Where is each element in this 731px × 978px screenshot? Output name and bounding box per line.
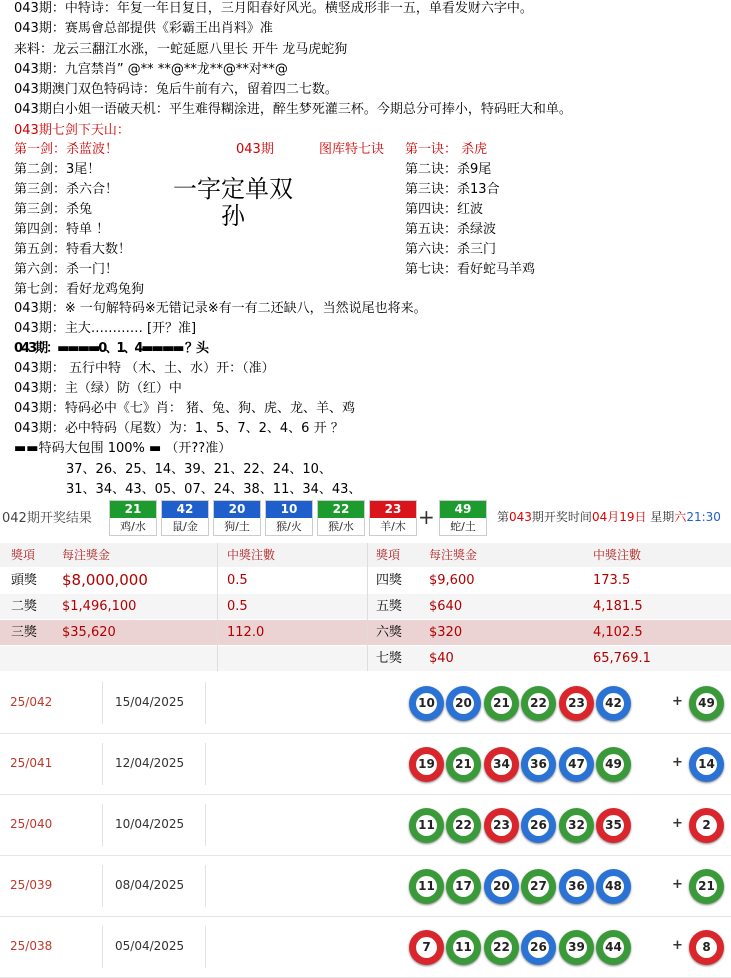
prize-count: 173.5 bbox=[593, 573, 631, 588]
result-ball bbox=[317, 500, 365, 536]
ball-number: 2 bbox=[696, 815, 717, 836]
seven-swords-title: 043期七剑下天山： bbox=[14, 123, 130, 138]
history-issue: 25/040 bbox=[10, 817, 53, 831]
header-amount: 每注獎金 bbox=[429, 548, 478, 562]
history-row bbox=[0, 794, 731, 856]
prize-header-row bbox=[0, 543, 731, 567]
lottery-ball bbox=[446, 808, 481, 843]
lottery-ball bbox=[521, 869, 556, 904]
column-divider bbox=[217, 543, 218, 671]
ball-number: 21 bbox=[491, 693, 512, 714]
history-date: 08/04/2025 bbox=[115, 878, 185, 892]
prize-count: 4,181.5 bbox=[593, 599, 643, 614]
result-ball bbox=[161, 500, 209, 536]
lottery-ball bbox=[409, 747, 444, 782]
jue-item: 第四诀：红波 bbox=[405, 202, 484, 217]
sword-item: 第三剑：杀兔 bbox=[14, 202, 93, 217]
ball-number: 49 bbox=[696, 693, 717, 714]
result-ball bbox=[213, 500, 261, 536]
lottery-ball bbox=[409, 869, 444, 904]
number-list: 37、26、25、14、39、21、22、24、10、 bbox=[66, 462, 332, 477]
plus-sign: + bbox=[672, 816, 683, 831]
header-count: 中獎注數 bbox=[593, 548, 642, 562]
plus-sign: + bbox=[672, 755, 683, 770]
plus-sign: + bbox=[672, 694, 683, 709]
seven-jue-title: 图库特七诀 bbox=[319, 142, 385, 157]
lottery-ball bbox=[559, 686, 594, 721]
plus-sign: + bbox=[672, 938, 683, 953]
special-ball bbox=[439, 500, 487, 536]
ball-number: 22 bbox=[528, 693, 549, 714]
highlight-line: 孙 bbox=[221, 202, 245, 230]
draw-result-label: 042期开奖结果 bbox=[2, 511, 92, 526]
prize-name: 頭獎 bbox=[11, 573, 38, 588]
row-divider bbox=[205, 804, 206, 846]
special-lottery-ball bbox=[689, 869, 724, 904]
prize-amount: $320 bbox=[429, 625, 463, 640]
ball-number: 22 bbox=[491, 937, 512, 958]
special-lottery-ball bbox=[689, 930, 724, 965]
ball-number: 49 bbox=[603, 754, 624, 775]
ball-zodiac: 蛇/土 bbox=[450, 520, 476, 533]
poem-line: 043期：中特诗：年复一年日复日，三月阳春好风光。横竖成形非一五，单看发财六字中。 bbox=[14, 1, 533, 16]
next-time: 21:30 bbox=[686, 510, 721, 524]
prize-row bbox=[0, 568, 731, 593]
ball-number: 22 bbox=[318, 501, 364, 518]
prize-count: 112.0 bbox=[227, 625, 265, 640]
lottery-ball bbox=[559, 869, 594, 904]
header-item: 獎項 bbox=[376, 548, 401, 562]
poem-line: 043期：赛馬會总部提供《彩霸王出肖料》准 bbox=[14, 21, 273, 36]
ball-number: 23 bbox=[491, 815, 512, 836]
row-divider bbox=[205, 743, 206, 785]
ball-number: 20 bbox=[214, 501, 260, 518]
prize-row bbox=[0, 594, 731, 619]
history-date: 05/04/2025 bbox=[115, 939, 185, 953]
lottery-ball bbox=[446, 747, 481, 782]
jue-item: 第七诀：看好蛇马羊鸡 bbox=[405, 262, 536, 277]
ball-number: 23 bbox=[370, 501, 416, 518]
poem-line: 来料：龙云三翻江水涨，一蛇延愿八里长 开牛 龙马虎蛇狗 bbox=[14, 42, 348, 57]
sword-item: 第三剑：杀六合！ bbox=[14, 182, 119, 197]
history-results bbox=[0, 672, 731, 977]
prize-table bbox=[0, 543, 731, 671]
next-draw-text: 第 bbox=[497, 510, 510, 524]
jue-item: 第三诀：杀13合 bbox=[405, 182, 500, 197]
ball-number: 21 bbox=[696, 876, 717, 897]
ball-zodiac: 猴/水 bbox=[328, 520, 354, 533]
sword-first: 第一剑：杀蓝波！ bbox=[14, 142, 119, 157]
lottery-ball bbox=[559, 747, 594, 782]
lottery-ball bbox=[596, 686, 631, 721]
ball-number: 10 bbox=[416, 693, 437, 714]
ball-number: 14 bbox=[696, 754, 717, 775]
row-divider bbox=[102, 865, 103, 907]
ball-number: 32 bbox=[566, 815, 587, 836]
prize-count: 65,769.1 bbox=[593, 651, 651, 666]
ball-number: 36 bbox=[528, 754, 549, 775]
special-lottery-ball bbox=[689, 808, 724, 843]
prize-name: 六獎 bbox=[376, 625, 403, 640]
prediction-line: 043期：主（绿）防（红）中 bbox=[14, 381, 182, 396]
lottery-ball bbox=[409, 930, 444, 965]
prediction-line: 043期：主大………… [开？准] bbox=[14, 321, 197, 336]
prediction-line: 043期：▬▬▬▬0、1、4▬▬▬▬ ？头 bbox=[14, 341, 208, 356]
prediction-line: 043期：特码必中《七》肖： 猪、兔、狗、虎、龙、羊、鸡 bbox=[14, 401, 355, 416]
jue-first: 第一诀： 杀虎 bbox=[405, 142, 488, 157]
ball-number: 20 bbox=[491, 876, 512, 897]
lottery-ball bbox=[521, 930, 556, 965]
next-draw-text: 期开奖时间 bbox=[531, 510, 592, 524]
sword-item: 第四剑：特单 ！ bbox=[14, 222, 110, 237]
history-issue: 25/042 bbox=[10, 695, 53, 709]
sword-item: 第二剑：3尾！ bbox=[14, 162, 101, 177]
prize-amount: $640 bbox=[429, 599, 463, 614]
column-divider bbox=[367, 543, 368, 671]
special-lottery-ball bbox=[689, 747, 724, 782]
result-ball bbox=[265, 500, 313, 536]
lottery-ball bbox=[409, 808, 444, 843]
history-date: 10/04/2025 bbox=[115, 817, 185, 831]
lottery-ball bbox=[521, 686, 556, 721]
ball-number: 42 bbox=[603, 693, 624, 714]
highlight-text bbox=[172, 176, 294, 230]
prize-count: 0.5 bbox=[227, 573, 248, 588]
result-ball bbox=[369, 500, 417, 536]
ball-number: 22 bbox=[453, 815, 474, 836]
prize-name: 二獎 bbox=[11, 599, 38, 614]
lottery-ball bbox=[484, 930, 519, 965]
history-row bbox=[0, 672, 731, 734]
ball-number: 11 bbox=[416, 815, 437, 836]
lottery-ball bbox=[484, 808, 519, 843]
prize-amount: $8,000,000 bbox=[62, 571, 148, 589]
ball-number: 49 bbox=[440, 501, 486, 518]
lottery-ball bbox=[521, 747, 556, 782]
ball-number: 48 bbox=[603, 876, 624, 897]
next-weekday: 六 bbox=[674, 510, 687, 524]
lottery-ball bbox=[596, 930, 631, 965]
ball-number: 47 bbox=[566, 754, 587, 775]
ball-number: 35 bbox=[603, 815, 624, 836]
prize-row bbox=[0, 646, 731, 671]
prize-name: 三獎 bbox=[11, 625, 38, 640]
lottery-ball bbox=[484, 686, 519, 721]
ball-zodiac: 鸡/水 bbox=[120, 520, 146, 533]
ball-zodiac: 猴/火 bbox=[276, 520, 302, 533]
ball-zodiac: 羊/木 bbox=[380, 520, 406, 533]
ball-number: 11 bbox=[453, 937, 474, 958]
lottery-ball bbox=[596, 808, 631, 843]
prediction-line: ▬▬特码大包围 100% ▬ （开??准） bbox=[14, 441, 232, 456]
highlight-line: 一字定单双 bbox=[173, 175, 293, 203]
jue-item: 第六诀：杀三门 bbox=[405, 242, 497, 257]
prediction-line: 043期：※ 一句解特码※无错记录※有一有二还缺八，当然说尾也将来。 bbox=[14, 301, 427, 316]
history-row bbox=[0, 733, 731, 795]
draw-result-bar bbox=[0, 497, 731, 539]
ball-number: 44 bbox=[603, 937, 624, 958]
next-issue: 043 bbox=[509, 510, 532, 524]
jue-item: 第五诀：杀绿波 bbox=[405, 222, 497, 237]
jue-item: 第二诀：杀9尾 bbox=[405, 162, 492, 177]
ball-number: 17 bbox=[453, 876, 474, 897]
prize-amount: $35,620 bbox=[62, 625, 116, 640]
poem-line: 043期白小姐一语破天机：平生难得糊涂进，醉生梦死灌三杯。今期总分可捧小，特码旺大和单。 bbox=[14, 102, 572, 117]
lottery-ball bbox=[409, 686, 444, 721]
row-divider bbox=[102, 804, 103, 846]
ball-zodiac: 狗/土 bbox=[224, 520, 250, 533]
ball-number: 42 bbox=[162, 501, 208, 518]
prize-amount: $40 bbox=[429, 651, 454, 666]
special-lottery-ball bbox=[689, 686, 724, 721]
row-divider bbox=[102, 926, 103, 968]
header-item: 獎項 bbox=[11, 548, 36, 562]
row-divider bbox=[102, 682, 103, 724]
number-list: 31、34、43、05、07、24、38、11、34、43、 bbox=[66, 482, 362, 497]
next-draw-text: 星期 bbox=[646, 510, 675, 524]
ball-number: 39 bbox=[566, 937, 587, 958]
row-divider bbox=[205, 682, 206, 724]
lottery-ball bbox=[521, 808, 556, 843]
ball-number: 27 bbox=[528, 876, 549, 897]
lottery-ball bbox=[446, 869, 481, 904]
ball-number: 23 bbox=[566, 693, 587, 714]
lottery-ball bbox=[446, 930, 481, 965]
history-row bbox=[0, 855, 731, 917]
prize-name: 七獎 bbox=[376, 651, 403, 666]
lottery-ball bbox=[596, 869, 631, 904]
history-issue: 25/041 bbox=[10, 756, 53, 770]
history-date: 15/04/2025 bbox=[115, 695, 185, 709]
prize-name: 五獎 bbox=[376, 599, 403, 614]
row-divider bbox=[205, 926, 206, 968]
history-row bbox=[0, 916, 731, 978]
sword-issue: 043期 bbox=[236, 142, 274, 157]
next-draw-info bbox=[497, 508, 721, 525]
ball-number: 10 bbox=[266, 501, 312, 518]
lottery-ball bbox=[446, 686, 481, 721]
ball-number: 26 bbox=[528, 937, 549, 958]
ball-number: 19 bbox=[416, 754, 437, 775]
ball-number: 34 bbox=[491, 754, 512, 775]
result-ball bbox=[109, 500, 157, 536]
next-date: 04月19日 bbox=[591, 510, 647, 524]
poem-line: 043期澳门双色特码诗：兔后牛前有六，留着四二七数。 bbox=[14, 82, 338, 97]
lottery-ball bbox=[484, 869, 519, 904]
sword-item: 第六剑：杀一门！ bbox=[14, 262, 119, 277]
prize-name: 四獎 bbox=[376, 573, 403, 588]
ball-number: 21 bbox=[110, 501, 156, 518]
prize-amount: $9,600 bbox=[429, 573, 475, 588]
history-issue: 25/039 bbox=[10, 878, 53, 892]
lottery-ball bbox=[559, 930, 594, 965]
lottery-ball bbox=[559, 808, 594, 843]
poem-line: 043期：九宫禁肖” @** **@**龙**@**对**@ bbox=[14, 62, 288, 77]
history-issue: 25/038 bbox=[10, 939, 53, 953]
prize-count: 0.5 bbox=[227, 599, 248, 614]
sword-item: 第五剑：特看大数！ bbox=[14, 242, 132, 257]
ball-number: 26 bbox=[528, 815, 549, 836]
prize-amount: $1,496,100 bbox=[62, 599, 137, 614]
row-divider bbox=[102, 743, 103, 785]
ball-number: 11 bbox=[416, 876, 437, 897]
row-divider bbox=[205, 865, 206, 907]
ball-number: 7 bbox=[416, 937, 437, 958]
prize-count: 4,102.5 bbox=[593, 625, 643, 640]
history-date: 12/04/2025 bbox=[115, 756, 185, 770]
lottery-ball bbox=[596, 747, 631, 782]
ball-number: 36 bbox=[566, 876, 587, 897]
header-amount: 每注獎金 bbox=[62, 548, 111, 562]
lottery-ball bbox=[484, 747, 519, 782]
ball-number: 8 bbox=[696, 937, 717, 958]
sword-item: 第七剑：看好龙鸡兔狗 bbox=[14, 282, 145, 297]
header-count: 中獎注數 bbox=[227, 548, 276, 562]
plus-sign: + bbox=[672, 877, 683, 892]
ball-zodiac: 鼠/金 bbox=[172, 520, 198, 533]
prediction-line: 043期： 五行中特 （木、土、水）开：（准） bbox=[14, 361, 275, 376]
prediction-line: 043期：必中特码（尾数）为：1、5、7、2、4、6 开 ？ bbox=[14, 421, 344, 436]
plus-sign: + bbox=[418, 505, 435, 529]
ball-number: 21 bbox=[453, 754, 474, 775]
prize-row bbox=[0, 620, 731, 645]
ball-number: 20 bbox=[453, 693, 474, 714]
